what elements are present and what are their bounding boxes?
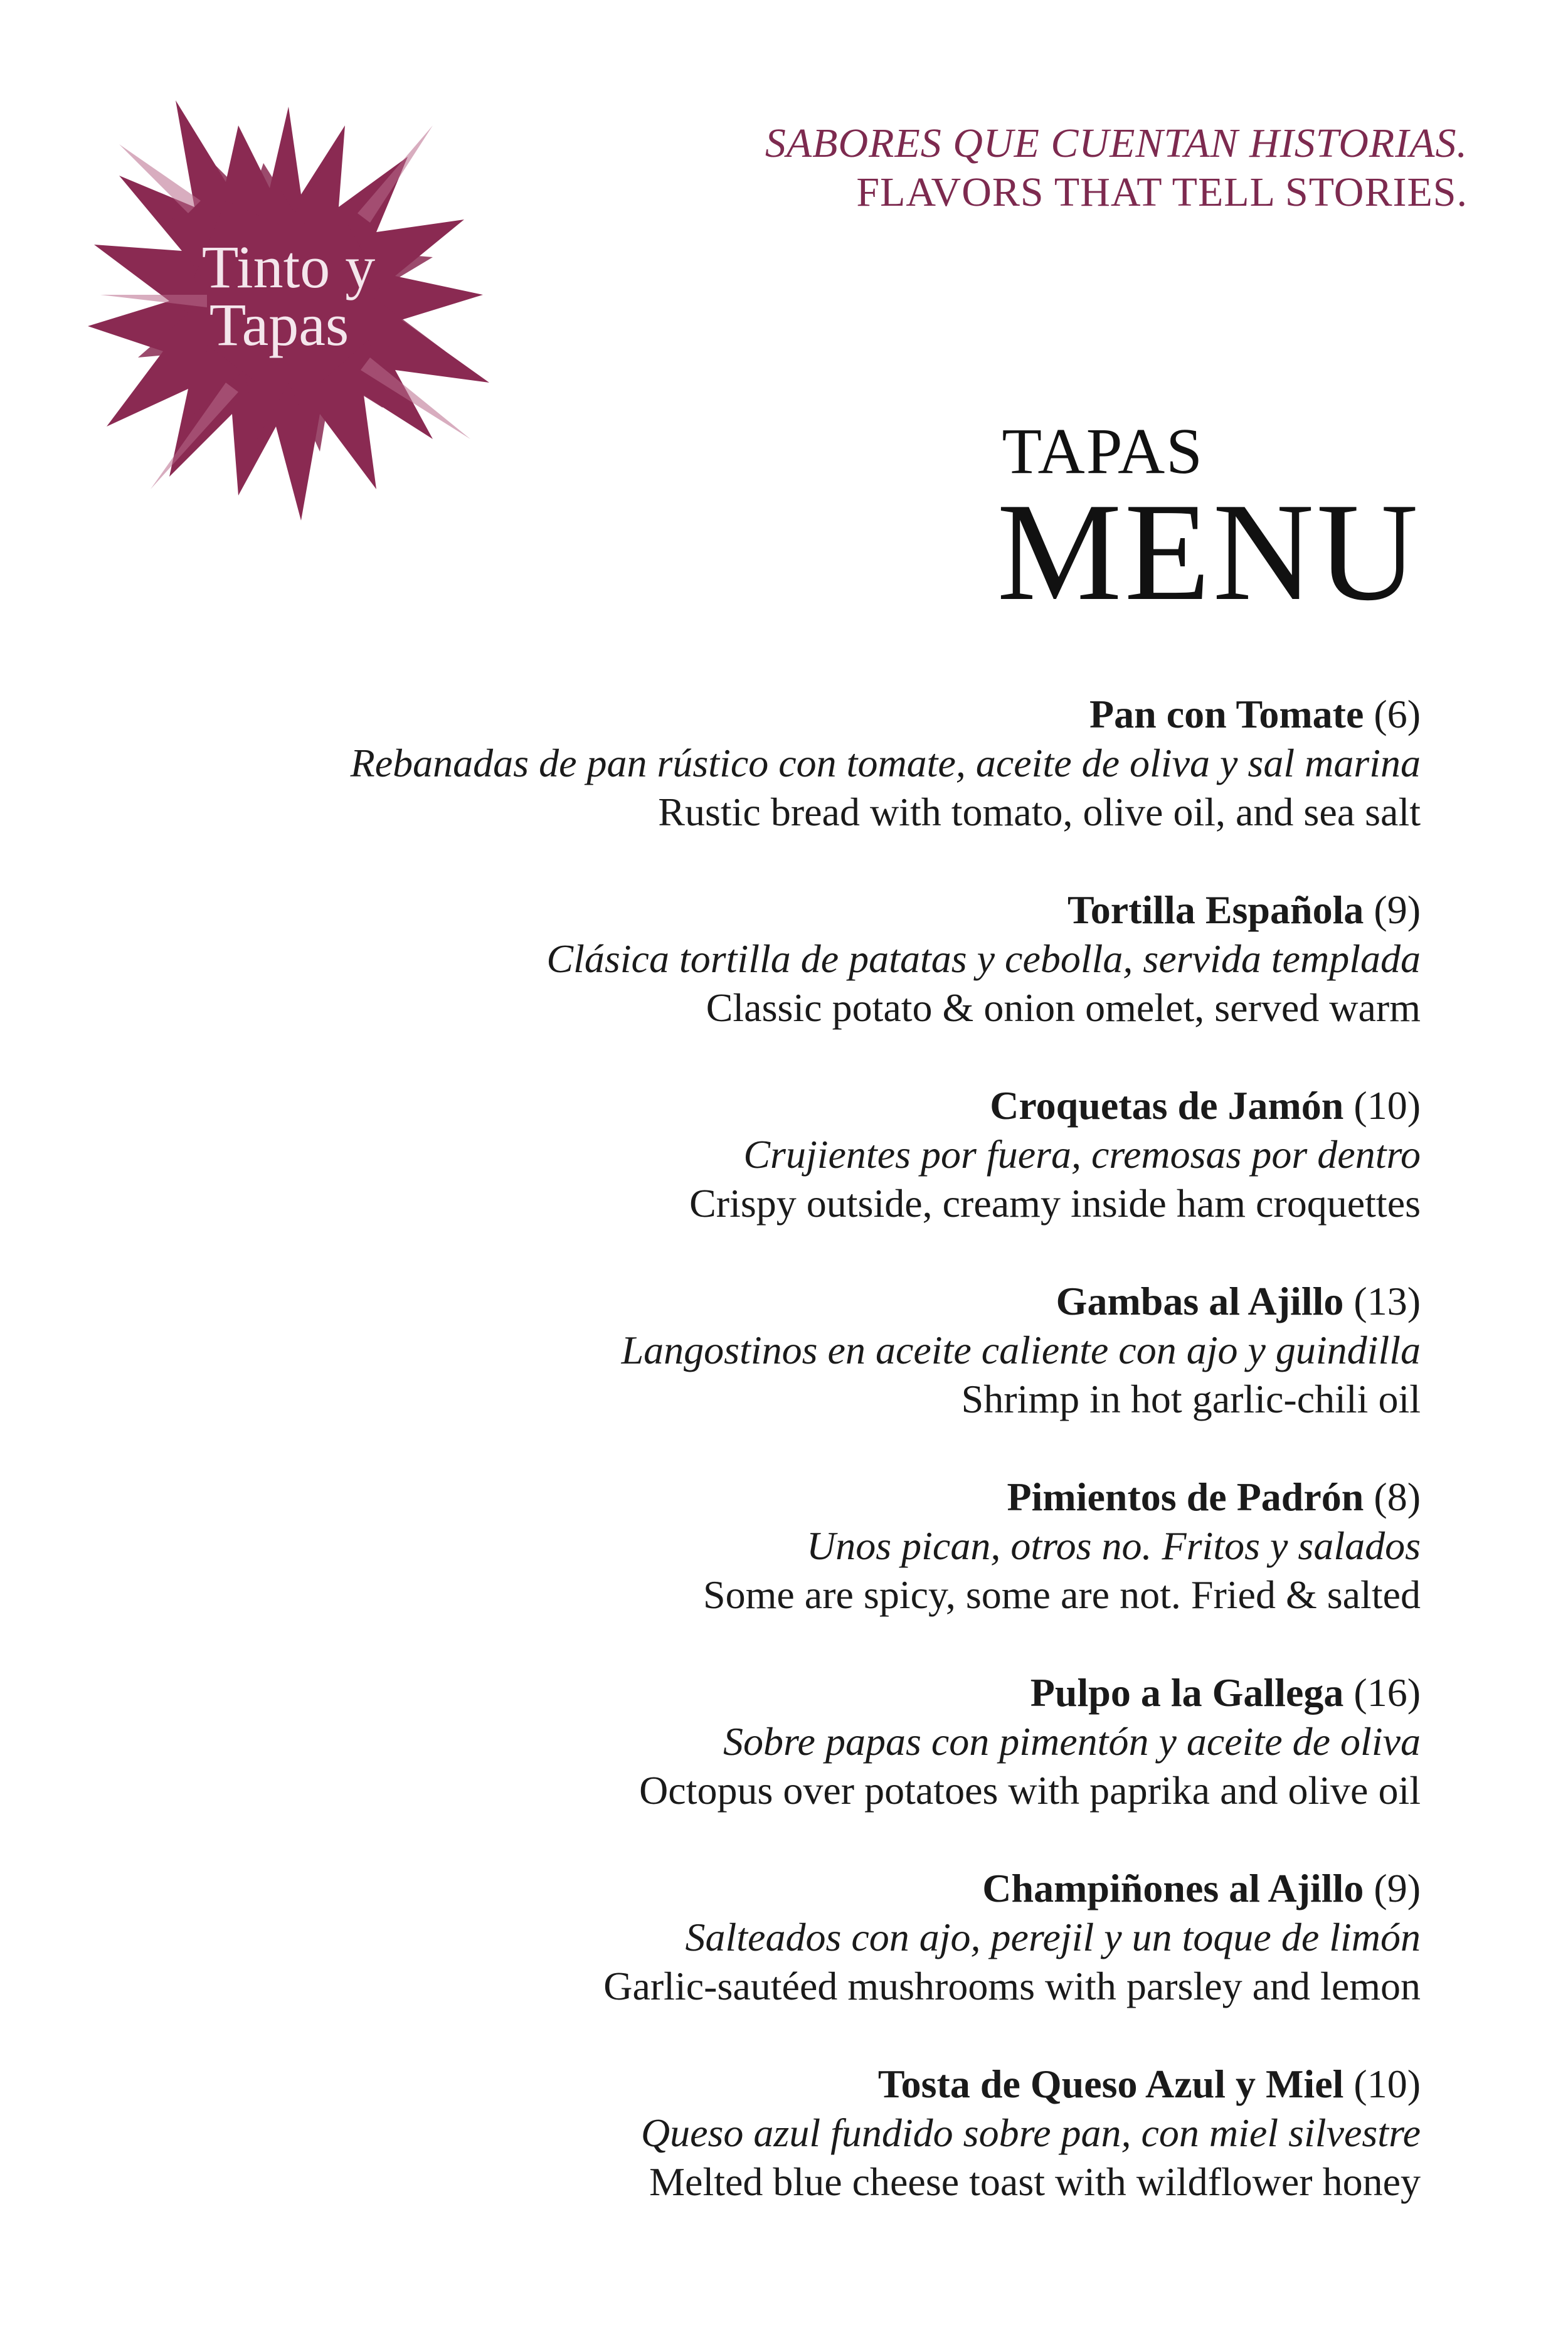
brand-logo xyxy=(82,88,495,533)
item-description-es: Clásica tortilla de patatas y cebolla, servida templada xyxy=(546,936,1421,981)
item-description-es: Salteados con ajo, perejil y un toque de limón xyxy=(685,1915,1421,1959)
menu-item xyxy=(103,1277,1421,1473)
item-price: (9) xyxy=(1374,1866,1421,1910)
item-price: (8) xyxy=(1374,1475,1421,1519)
item-description-es: Unos pican, otros no. Fritos y salados xyxy=(807,1523,1421,1568)
item-price: (10) xyxy=(1353,1083,1421,1128)
item-title xyxy=(103,690,1421,739)
menu-heading xyxy=(997,415,1421,630)
item-name: Tosta de Queso Azul y Miel xyxy=(877,2062,1344,2106)
menu-item xyxy=(103,690,1421,886)
heading-big: MENU xyxy=(997,474,1421,630)
item-description-es: Rebanadas de pan rústico con tomate, aceite de oliva y sal marina xyxy=(350,741,1421,785)
item-description-en: Classic potato & onion omelet, served warm xyxy=(706,985,1421,1030)
item-title xyxy=(103,1668,1421,1717)
menu-item xyxy=(103,886,1421,1081)
menu-item xyxy=(103,1668,1421,1864)
item-name: Gambas al Ajillo xyxy=(1056,1279,1344,1323)
menu-item xyxy=(103,1081,1421,1277)
item-title xyxy=(103,1277,1421,1326)
menu-item xyxy=(103,1473,1421,1668)
item-title xyxy=(103,1081,1421,1130)
item-name: Croquetas de Jamón xyxy=(990,1083,1344,1128)
item-description-es: Langostinos en aceite caliente con ajo y guindilla xyxy=(621,1328,1421,1372)
logo-text-line1: Tinto y xyxy=(201,233,376,300)
item-name: Pulpo a la Gallega xyxy=(1030,1670,1344,1715)
item-title xyxy=(103,1473,1421,1522)
heading-small: TAPAS xyxy=(1002,415,1204,487)
menu-item xyxy=(103,2060,1421,2255)
item-description-es: Sobre papas con pimentón y aceite de oliva xyxy=(723,1719,1421,1764)
item-name: Tortilla Española xyxy=(1067,887,1364,932)
tagline-english: FLAVORS THAT TELL STORIES. xyxy=(856,169,1468,215)
logo-text-line2: Tapas xyxy=(209,291,349,358)
item-title xyxy=(103,2060,1421,2109)
menu-list xyxy=(103,690,1421,2255)
item-title xyxy=(103,886,1421,935)
item-description-en: Some are spicy, some are not. Fried & salted xyxy=(703,1572,1421,1617)
item-description-en: Rustic bread with tomato, olive oil, and sea salt xyxy=(658,790,1421,834)
item-price: (9) xyxy=(1374,887,1421,932)
tagline xyxy=(765,119,1468,217)
item-price: (6) xyxy=(1374,692,1421,736)
item-description-en: Shrimp in hot garlic-chili oil xyxy=(961,1377,1421,1421)
item-name: Pimientos de Padrón xyxy=(1007,1475,1364,1519)
tagline-spanish: SABORES QUE CUENTAN HISTORIAS. xyxy=(765,120,1468,166)
item-title xyxy=(103,1864,1421,1913)
item-name: Champiñones al Ajillo xyxy=(982,1866,1364,1910)
item-name: Pan con Tomate xyxy=(1089,692,1364,736)
menu-item xyxy=(103,1864,1421,2060)
item-price: (16) xyxy=(1353,1670,1421,1715)
splash-logo-icon xyxy=(82,88,495,533)
item-description-en: Crispy outside, creamy inside ham croquettes xyxy=(689,1181,1421,1226)
item-description-en: Melted blue cheese toast with wildflower honey xyxy=(649,2159,1421,2204)
item-price: (10) xyxy=(1353,2062,1421,2106)
item-description-es: Crujientes por fuera, cremosas por dentro xyxy=(743,1132,1421,1177)
item-description-es: Queso azul fundido sobre pan, con miel silvestre xyxy=(640,2111,1421,2155)
item-description-en: Octopus over potatoes with paprika and olive oil xyxy=(639,1768,1421,1813)
item-price: (13) xyxy=(1353,1279,1421,1323)
item-description-en: Garlic-sautéed mushrooms with parsley and lemon xyxy=(603,1964,1421,2008)
